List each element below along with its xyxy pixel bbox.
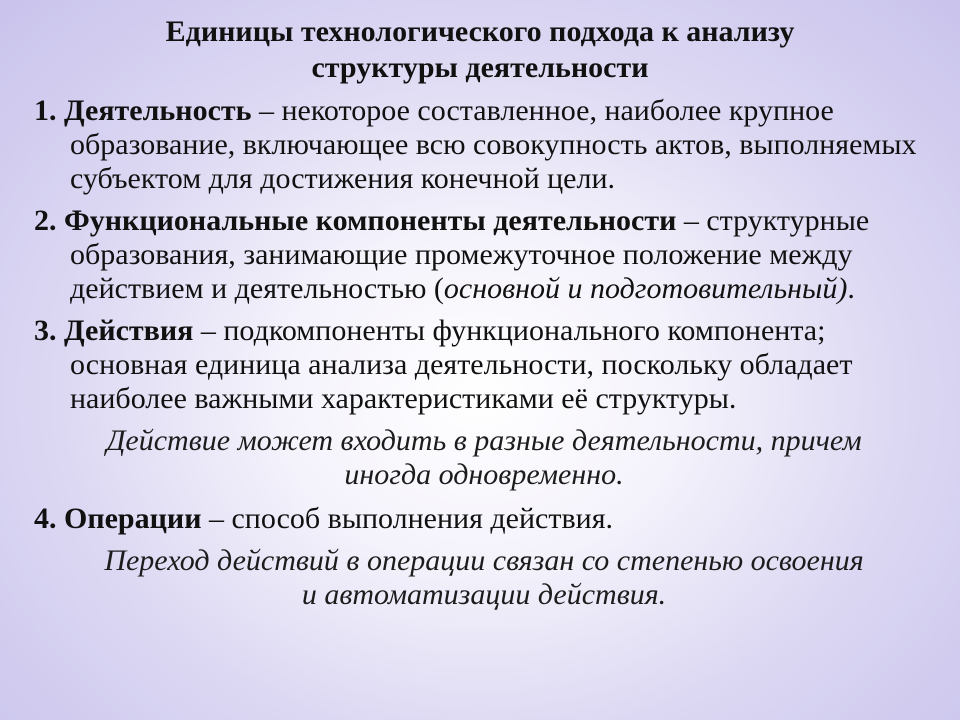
list-item-activity bbox=[34, 94, 934, 196]
item-end: . bbox=[847, 272, 855, 305]
item-text: подкомпоненты функционального компонента; основная единица анализа деятельности, поскольку обладает наиболее важными характеристиками её структуры. bbox=[70, 314, 853, 415]
item-number: 4. bbox=[34, 502, 57, 535]
item-dash: – bbox=[676, 204, 707, 237]
slide-title-line-2: структуры деятельности bbox=[311, 51, 649, 84]
list-item-functional-components bbox=[34, 204, 934, 306]
item-number: 1. bbox=[34, 94, 57, 127]
slide-content bbox=[34, 94, 934, 622]
item-term: Операции bbox=[64, 502, 202, 535]
slide-title bbox=[0, 14, 960, 86]
list-item-operations bbox=[34, 502, 934, 536]
item-dash: – bbox=[251, 94, 282, 127]
item-text: структурные образования, занимающие промежуточное положение между действием и деятельностью ( bbox=[70, 204, 870, 305]
list-item-actions bbox=[34, 314, 934, 416]
item-number: 2. bbox=[34, 204, 57, 237]
note-action-to-operation bbox=[24, 544, 944, 612]
item-term: Функциональные компоненты деятельности bbox=[64, 204, 677, 237]
item-term: Деятельность bbox=[64, 94, 252, 127]
note-line-2: иногда одновременно. bbox=[344, 458, 624, 491]
item-number: 3. bbox=[34, 314, 57, 347]
item-dash: – bbox=[201, 502, 232, 535]
item-text: некоторое составленное, наиболее крупное образование, включающее всю совокупность актов, выполняемых субъектом для достижения конечной цели. bbox=[70, 94, 917, 195]
note-line-2: и автоматизации действия. bbox=[301, 578, 667, 611]
item-italic-text: основной и подготовительный) bbox=[443, 272, 848, 305]
item-text: способ выполнения действия. bbox=[231, 502, 613, 535]
note-action-multiple bbox=[24, 424, 944, 492]
slide-title-line-1: Единицы технологического подхода к анализу bbox=[165, 15, 795, 48]
note-line-1: Действие может входить в разные деятельности, причем bbox=[106, 424, 862, 457]
note-line-1: Переход действий в операции связан со степенью освоения bbox=[104, 544, 864, 577]
item-dash: – bbox=[193, 314, 224, 347]
item-term: Действия bbox=[64, 314, 194, 347]
